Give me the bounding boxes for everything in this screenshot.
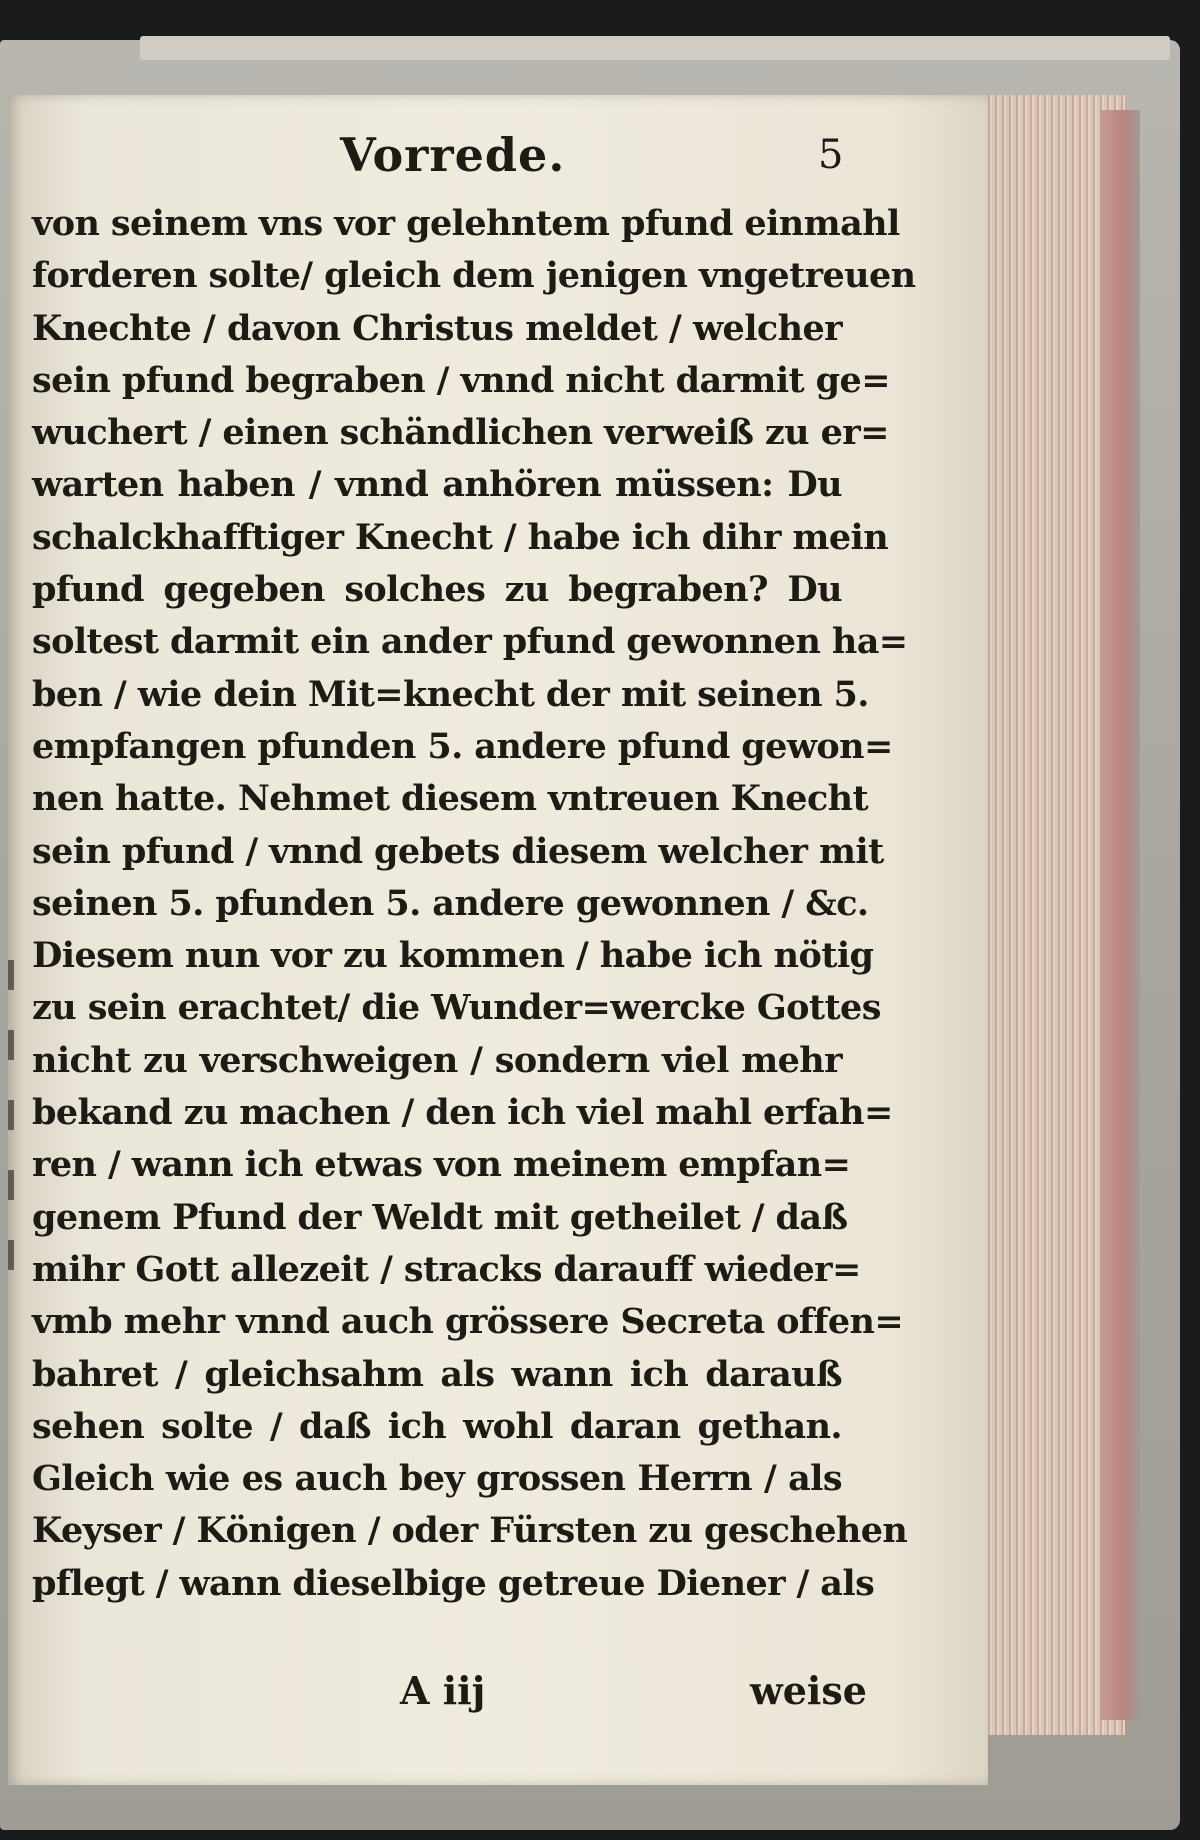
signature-mark: A iij	[400, 1668, 486, 1713]
text-line: warten haben / vnnd anhören müssen: Du	[32, 464, 842, 506]
text-line: wuchert / einen schändlichen verweiß zu er=	[32, 412, 889, 454]
text-line: pfund gegeben solches zu begraben? Du	[32, 569, 842, 611]
text-line: nicht zu verschweigen / sondern viel mehr	[32, 1039, 842, 1081]
gutter-binding-marks	[8, 960, 14, 1300]
text-line: pflegt / wann dieselbige getreue Diener / als	[32, 1562, 875, 1604]
text-line: Keyser / Königen / oder Fürsten zu geschehen	[32, 1510, 908, 1552]
page-number: 5	[818, 132, 844, 178]
text-line: soltest darmit ein ander pfund gewonnen ha=	[32, 621, 908, 663]
text-line: Diesem nun vor zu kommen / habe ich nötig	[32, 935, 874, 977]
text-line: empfangen pfunden 5. andere pfund gewon=	[32, 725, 893, 767]
text-line: schalckhafftiger Knecht / habe ich dihr mein	[32, 516, 889, 558]
text-line: mihr Gott allezeit / stracks darauff wieder=	[32, 1248, 861, 1290]
text-line: sein pfund begraben / vnnd nicht darmit ge=	[32, 359, 890, 401]
catchword: weise	[750, 1668, 867, 1713]
text-line: vmb mehr vnnd auch grössere Secreta offen=	[32, 1301, 904, 1343]
text-line: ren / wann ich etwas von meinem empfan=	[32, 1144, 851, 1186]
text-line: bahret / gleichsahm als wann ich darauß	[32, 1353, 842, 1395]
page-footer	[60, 1668, 870, 1728]
body-text	[32, 198, 916, 1610]
cover-top-edge	[140, 36, 1170, 60]
page-header	[60, 128, 860, 198]
running-head: Vorrede.	[340, 128, 566, 182]
text-line: sehen solte / daß ich wohl daran gethan.	[32, 1405, 842, 1447]
text-line: seinen 5. pfunden 5. andere gewonnen / &c.	[32, 882, 869, 924]
text-line: von seinem vns vor gelehntem pfund einmahl	[32, 203, 900, 244]
page-block-shade	[1100, 110, 1140, 1720]
text-line: nen hatte. Nehmet diesem vntreuen Knecht	[32, 778, 869, 820]
text-line: Knechte / davon Christus meldet / welcher	[32, 307, 842, 349]
text-line: zu sein erachtet/ die Wunder=wercke Gottes	[32, 987, 881, 1029]
text-line: sein pfund / vnnd gebets diesem welcher mit	[32, 830, 884, 872]
text-line: genem Pfund der Weldt mit getheilet / daß	[32, 1196, 848, 1238]
text-line: ben / wie dein Mit=knecht der mit seinen 5.	[32, 673, 869, 715]
text-line: bekand zu machen / den ich viel mahl erfah=	[32, 1092, 893, 1134]
text-line: Gleich wie es auch bey grossen Herrn / als	[32, 1458, 842, 1500]
text-line: forderen solte/ gleich dem jenigen vngetreuen	[32, 255, 916, 297]
